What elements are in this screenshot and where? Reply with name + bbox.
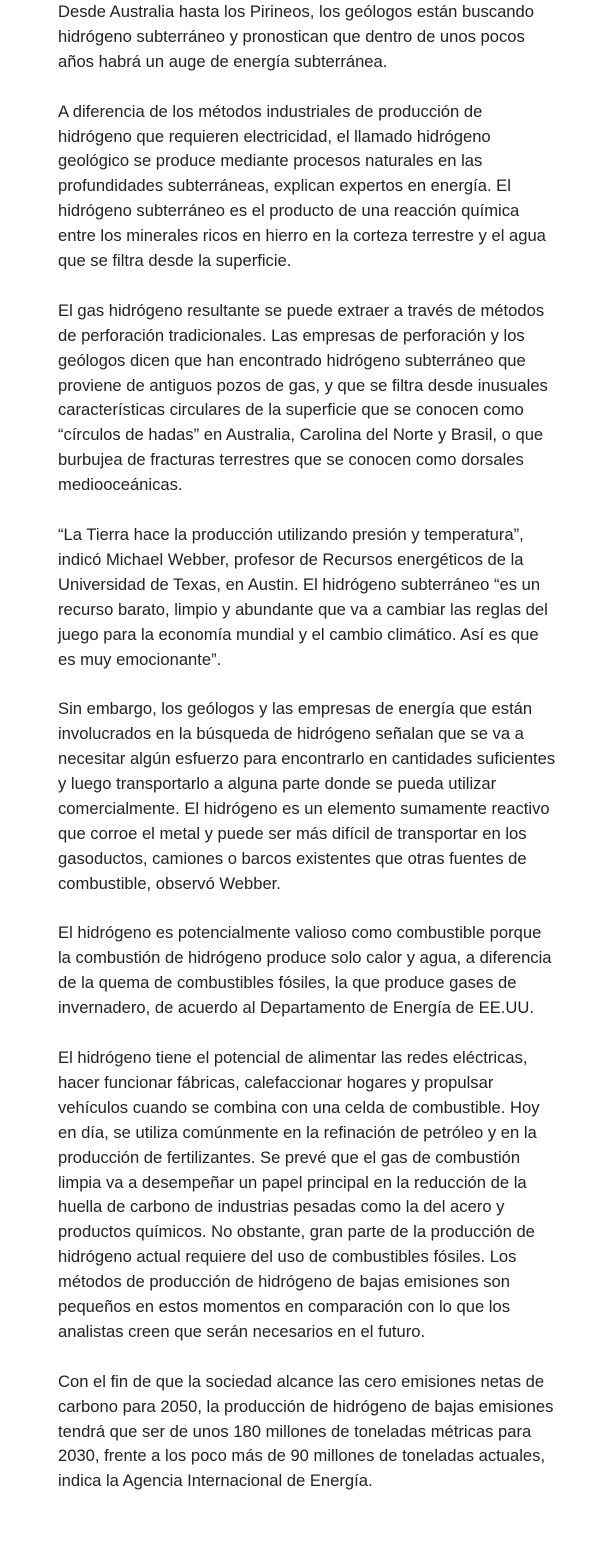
article-body (58, 0, 558, 1519)
article-paragraph: El hidrógeno tiene el potencial de alimentar las redes eléctricas, hacer funcionar fábricas, calefaccionar hogares y propulsar vehículos cuando se combina con una celda de combustible. Hoy en día, se utiliza comúnmente en la refinación de petróleo y en la producción de fertilizantes. Se prevé que el gas de combustión limpia va a desempeñar un papel principal en la reducción de la huella de carbono de industrias pesadas como la del acero y productos químicos. No obstante, gran parte de la producción de hidrógeno actual requiere del uso de combustibles fósiles. Los métodos de producción de hidrógeno de bajas emisiones son pequeños en estos momentos en comparación con lo que los analistas creen que serán necesarios en el futuro. (58, 1047, 540, 1341)
article-paragraph: “La Tierra hace la producción utilizando presión y temperatura”, indicó Michael Webber, profesor de Recursos energéticos de la Universidad de Texas, en Austin. El hidrógeno subterráneo “es un recurso barato, limpio y abundante que va a cambiar las reglas del juego para la economía mundial y el cambio climático. Así es que es muy emocionante”. (58, 524, 548, 669)
article-paragraph: El hidrógeno es potencialmente valioso como combustible porque la combustión de hidrógeno produce solo calor y agua, a diferencia de la quema de combustibles fósiles, la que produce gases de invernadero, de acuerdo al Departamento de Energía de EE.UU. (58, 923, 552, 1018)
article-paragraph: Sin embargo, los geólogos y las empresas de energía que están involucrados en la búsqueda de hidrógeno señalan que se va a necesitar algún esfuerzo para encontrarlo en cantidades suficientes y luego transportarlo a alguna parte donde se pueda utilizar comercialmente. El hidrógeno es un elemento sumamente reactivo que corroe el metal y puede ser más difícil de transportar en los gasoductos, camiones o barcos existentes que otras fuentes de combustible, observó Webber. (58, 699, 556, 893)
article-paragraph: A diferencia de los métodos industriales de producción de hidrógeno que requieren electricidad, el llamado hidrógeno geológico se produce mediante procesos naturales en las profundidades subterráneas, explican expertos en energía. El hidrógeno subterráneo es el producto de una reacción química entre los minerales ricos en hierro en la corteza terrestre y el agua que se filtra desde la superficie. (58, 101, 546, 271)
article-paragraph: Desde Australia hasta los Pirineos, los geólogos están buscando hidrógeno subterráneo y pronostican que dentro de unos pocos años habrá un auge de energía subterránea. (58, 2, 534, 71)
article-paragraph: Con el fin de que la sociedad alcance las cero emisiones netas de carbono para 2050, la producción de hidrógeno de bajas emisiones tendrá que ser de unos 180 millones de toneladas métricas para 2030, frente a los poco más de 90 millones de toneladas actuales, indica la Agencia Internacional de Energía. (58, 1371, 554, 1491)
article-paragraph: El gas hidrógeno resultante se puede extraer a través de métodos de perforación tradicionales. Las empresas de perforación y los geólogos dicen que han encontrado hidrógeno subterráneo que proviene de antiguos pozos de gas, y que se filtra desde inusuales características circulares de la superficie que se conocen como “círculos de hadas” en Australia, Carolina del Norte y Brasil, o que burbujea de fracturas terrestres que se conocen como dorsales mediooceánicas. (58, 300, 548, 495)
